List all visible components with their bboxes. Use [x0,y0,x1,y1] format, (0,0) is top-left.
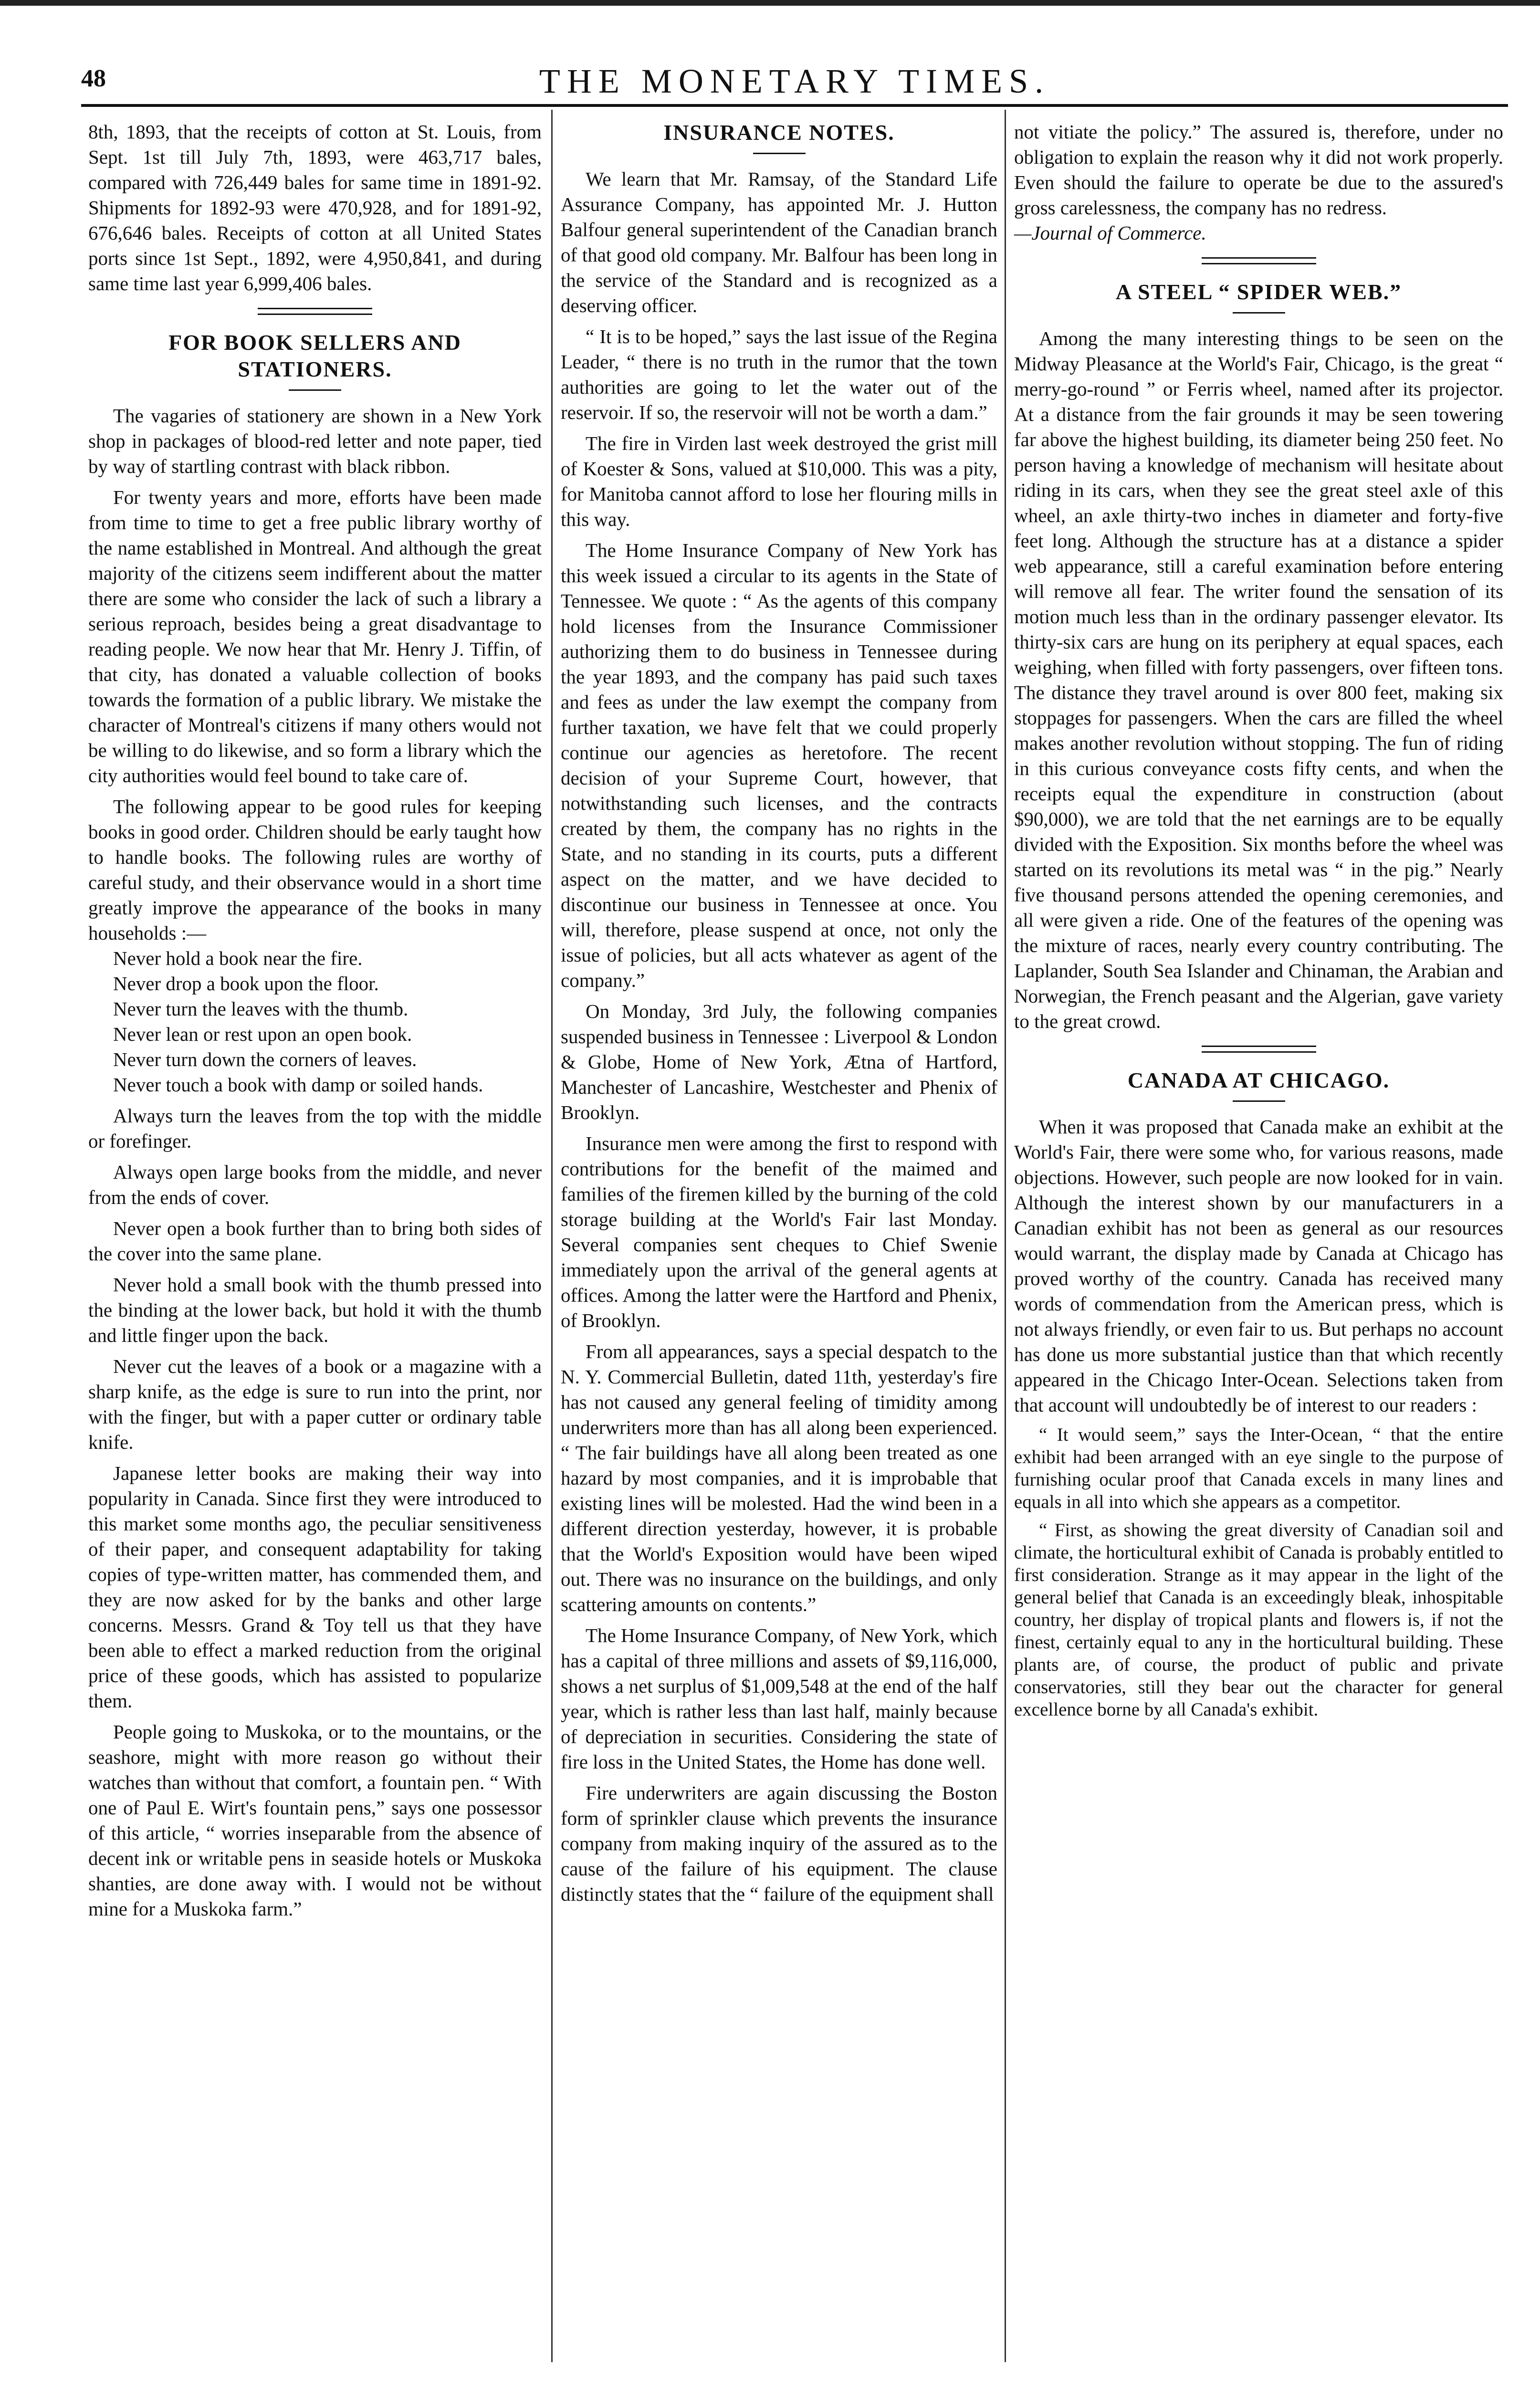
quote-paragraph: “ It would seem,” says the Inter-Ocean, “ that the entire exhibit had been arranged with an eye single to the purpose of furnishing ocular proof that Canada excels in many lines and equals in all into which she appears as a competitor. [1014,1424,1503,1512]
book-rule-item: Never open a book further than to bring both sides of the cover into the same plane. [88,1217,542,1265]
paragraph: The Home Insurance Company of New York has this week issued a circular to its agents in the State of Tennessee. We quote : “ As the agents of this company hold licenses from the Insurance Commissioner authorizing them to do business in Tennessee during the year 1893, and the company has paid such taxes and fees as under the law exempt the company from further taxation, we have felt that we could properly continue our agencies as heretofore. The recent decision of your Supreme Court, however, that notwithstanding such licenses, and the contracts created by them, the company has no rights in the State, and no standing in its courts, puts a different aspect on the matter, and we have decided to discontinue our business in Tennessee at once. You will, therefore, please suspend at once, not only the issue of policies, but all acts whatever as agent of the company.” [561,539,997,991]
section-title-canada-chicago: CANADA AT CHICAGO. [1127,1068,1390,1092]
title-dash [1233,312,1285,314]
book-rule-item: Never turn down the corners of leaves. [113,1048,417,1070]
header-rule [81,104,1508,107]
paragraph: The fire in Virden last week destroyed the grist mill of Koester & Sons, valued at $10,000. This was a pity, for Manitoba cannot afford to lose her flouring mills in this way. [561,432,997,530]
book-rule-item: Never lean or rest upon an open book. [113,1023,412,1045]
column-3 [1014,119,1503,1721]
column-1 [88,119,542,1922]
paragraph: From all appearances, says a special despatch to the N. Y. Commercial Bulletin, dated 11th, yesterday's fire has not caused any general feeling of timidity among underwriters more than has all along been experienced. “ The fair buildings have all along been treated as one hazard by most companies, and it is improbable that existing lines will be molested. Had the wind been in a different direction yesterday, however, it is probable that the World's Exposition would have been wiped out. There was no insurance on the buildings, and only scattering amounts on contents.” [561,1340,997,1615]
paragraph: The following appear to be good rules for keeping books in good order. Children should be early taught how to handle books. The following rules are worthy of careful study, and their observance would in a short time greatly improve the appearance of the books in many households :— [88,795,542,944]
top-border-rule [0,0,1540,6]
column-2 [561,119,997,1907]
paragraph: When it was proposed that Canada make an exhibit at the World's Fair, there were some who, for various reasons, made objections. However, such people are now looked for in vain. Although the interest shown by our manufacturers in a Canadian exhibit has not been as general as our resources would warrant, the display made by Canada at Chicago has proved worthy of the country. Canada has received many words of commendation from the American press, which is not always friendly, or even fair to us. But perhaps no account has done us more substantial justice than that which recently appeared in the Chicago Inter-Ocean. Selections taken from that account will undoubtedly be of interest to our readers : [1014,1116,1503,1416]
paragraph: Fire underwriters are again discussing the Boston form of sprinkler clause which prevents the insurance company from making inquiry of the assured as to the cause of the failure of his equipment. The clause distinctly states that the “ failure of the equipment shall [561,1782,997,1905]
paragraph: For twenty years and more, efforts have been made from time to time to get a free public library worthy of the name established in Montreal. And although the great majority of the citizens seem indifferent about the matter there are some who consider the lack of such a library a serious reproach, besides being a great disadvantage to reading people. We now hear that Mr. Henry J. Tiffin, of that city, has donated a valuable collection of books towards the formation of a public library. We mistake the character of Montreal's citizens if many others would not be willing to do likewise, and so form a library which the city authorities would feel bound to take care of. [88,486,542,786]
paragraph: Insurance men were among the first to respond with contributions for the benefit of the maimed and families of the firemen killed by the burning of the cold storage building at the World's Fair last Monday. Several companies sent cheques to Chief Swenie immediately upon the arrival of the general agents at offices. Among the latter were the Hartford and Phenix, of Brooklyn. [561,1132,997,1331]
quote-paragraph: “ First, as showing the great diversity of Canadian soil and climate, the horticultural exhibit of Canada is probably entitled to first consideration. Strange as it may appear in the light of the general belief that Canada is an exceedingly bleak, inhospitable country, her display of tropical plants and flowers is, if not the finest, certainly equal to any in the horticultural building. These plants are, of course, the product of public and private conservatories, still they bear out the character for general excellence borne by all Canada's exhibit. [1014,1520,1503,1720]
masthead-title: THE MONETARY TIMES. [539,62,1050,100]
book-rule-item: Never cut the leaves of a book or a magazine with a sharp knife, as the edge is sure to run into the print, nor with the finger, but with a paper cutter or ordinary table knife. [88,1355,542,1453]
paragraph: Among the many interesting things to be seen on the Midway Pleasance at the World's Fair, Chicago, is the great “ merry-go-round ” or Ferris wheel, named after its projector. At a distance from the fair grounds it may be seen towering far above the highest building, its diameter being 250 feet. No person having a knowledge of mechanism will hesitate about riding in its cars, when they see the great steel axle of this wheel, an axle thirty-two inches in diameter and forty-five feet long. Although the structure has at a distance a spider web appearance, still a careful examination before entering will remove all fear. The writer found the sensation of its motion much less than in the ordinary passenger elevator. Its thirty-six cars are hung on its periphery at equal spaces, each weighing, when filled with forty passengers, over fifteen tons. The distance they travel around is over 800 feet, making six stoppages for passengers. When the cars are filled the wheel makes another revolution without stopping. The fun of riding in this curious conveyance costs fifty cents, and when the receipts equal the expenditure in construction (about $90,000), we are told that the net earnings are to be equally divided with the Exposition. Six months before the wheel was started on its revolutions its metal was “ in the pig.” Nearly five thousand persons attended the opening ceremonies, and all were given a ride. One of the features of the opening was the mixture of races, nearly every country contributing. The Laplander, South Sea Islander and Chinaman, the Arabian and Norwegian, the French peasant and the Algerian, gave variety to the great crowd. [1014,327,1503,1032]
section-title-insurance: INSURANCE NOTES. [663,120,895,145]
book-rule-item: Never touch a book with damp or soiled hands. [113,1074,483,1096]
column-divider-2 [1005,110,1006,2362]
paragraph: People going to Muskoka, or to the mountains, or the seashore, might with more reason go without their watches than without that comfort, a fountain pen. “ With one of Paul E. Wirt's fountain pens,” says one possessor of this article, “ worries inseparable from the absence of decent ink or writable pens in seaside hotels or Muskoka shanties, are done away with. I would not be without mine for a Muskoka farm.” [88,1721,542,1920]
book-rule-item: Never drop a book upon the floor. [113,973,379,994]
title-dash [289,389,341,391]
paragraph: On Monday, 3rd July, the following companies suspended business in Tennessee : Liverpool & London & Globe, Home of New York, Ætna of Hartford, Manchester of Lancashire, Westchester and Phenix of Brooklyn. [561,1000,997,1123]
section-title-booksellers: FOR BOOK SELLERS AND STATIONERS. [168,330,461,381]
section-divider [1202,257,1316,264]
section-divider [258,308,372,315]
page-header [81,64,1508,103]
column-divider-1 [551,110,553,2362]
paragraph: Japanese letter books are making their way into popularity in Canada. Since first they were introduced to this market some months ago, the peculiar sensitiveness of their paper, and consequent adaptability for taking copies of type-written matter, has commended them, and they are now asked for by the banks and other large concerns. Messrs. Grand & Toy tell us that they have been able to effect a marked reduction from the original price of these goods, which has assisted to popularize them. [88,1462,542,1712]
section-divider [1202,1046,1316,1053]
page-number: 48 [81,65,106,92]
paragraph: The Home Insurance Company, of New York, which has a capital of three millions and assets of $9,116,000, shows a net surplus of $1,009,548 at the end of the half year, which is rather less than last half, mainly because of depreciation in securities. Considering the state of fire loss in the United States, the Home has done well. [561,1624,997,1773]
section-title-spider-web: A STEEL “ SPIDER WEB.” [1115,280,1402,304]
title-dash [1233,1100,1285,1102]
book-rule-item: Never hold a small book with the thumb pressed into the binding at the lower back, but hold it with the thumb and little finger upon the back. [88,1274,542,1346]
book-rule-item: Never hold a book near the fire. [113,947,363,969]
source-attribution: —Journal of Commerce. [1014,222,1206,244]
paragraph: not vitiate the policy.” The assured is, therefore, under no obligation to explain the reason why it did not work properly. Even should the failure to operate be due to the assured's gross carelessness, the company has no redress. [1014,121,1503,219]
paragraph: We learn that Mr. Ramsay, of the Standard Life Assurance Company, has appointed Mr. J. Hutton Balfour general superintendent of the Canadian branch of that good old company. Mr. Balfour has been long in the service of the Standard and is recognized as a deserving officer. [561,168,997,316]
book-rule-item: Always turn the leaves from the top with the middle or forefinger. [88,1105,542,1152]
book-rule-item: Never turn the leaves with the thumb. [113,998,409,1020]
title-dash [753,153,806,154]
paragraph: “ It is to be hoped,” says the last issue of the Regina Leader, “ there is no truth in the rumor that the town authorities are going to let the water out of the reservoir. If so, the reservoir will not be worth a dam.” [561,325,997,423]
paragraph: The vagaries of stationery are shown in a New York shop in packages of blood-red letter and note paper, tied by way of startling contrast with black ribbon. [88,405,542,477]
book-rule-item: Always open large books from the middle, and never from the ends of cover. [88,1161,542,1208]
cotton-paragraph: 8th, 1893, that the receipts of cotton at St. Louis, from Sept. 1st till July 7th, 1893, were 463,717 bales, compared with 726,449 bales for same time in 1891-92. Shipments for 1892-93 were 470,928, and for 1891-92, 676,646 bales. Receipts of cotton at all United States ports since 1st Sept., 1892, were 4,950,841, and during same time last year 6,999,406 bales. [88,121,542,294]
